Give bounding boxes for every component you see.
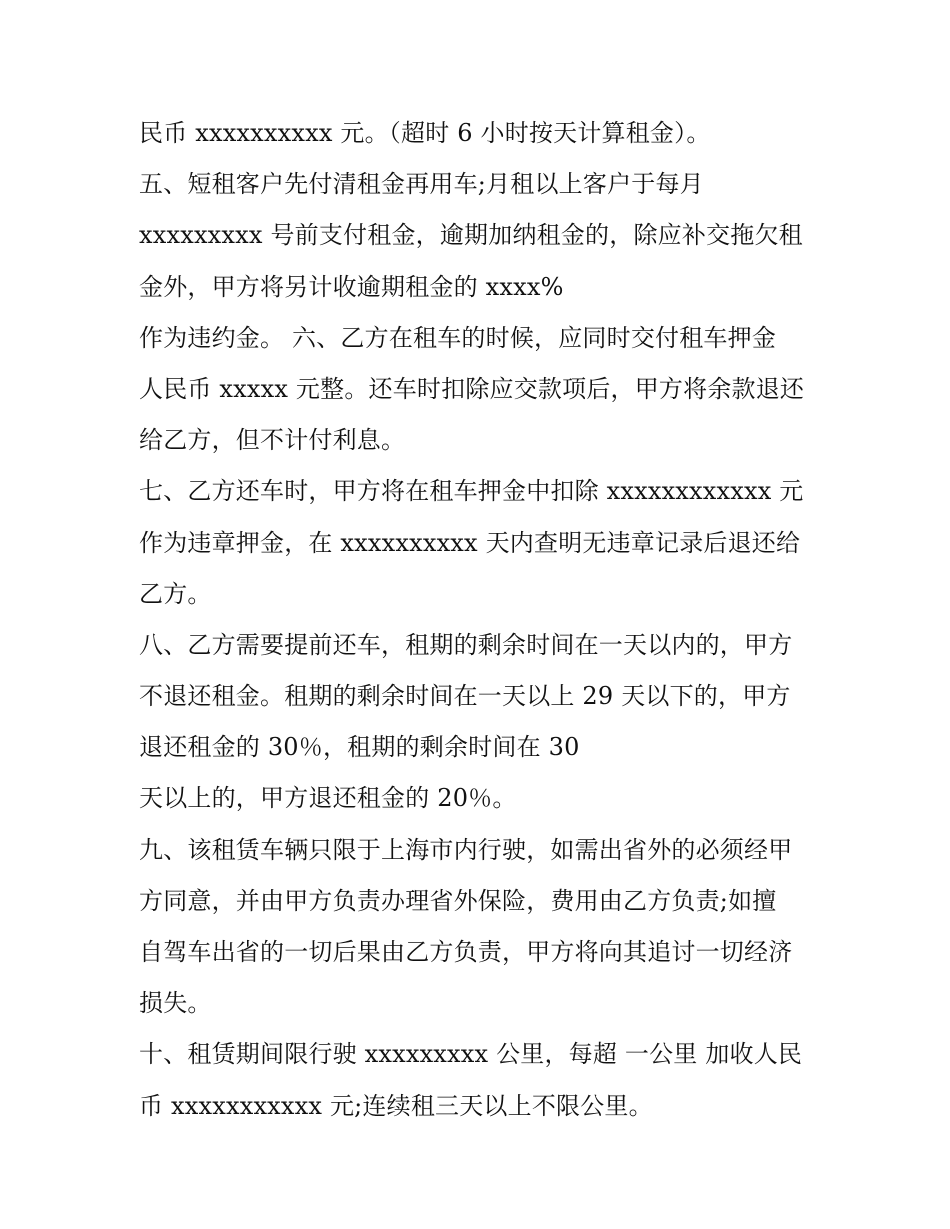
text-line: 乙方。 <box>139 579 212 608</box>
text-line: 币 xxxxxxxxxxx 元;连续租三天以上不限公里。 <box>139 1091 653 1120</box>
text-line: 损失。 <box>139 989 212 1018</box>
text-line: 金外，甲方将另计收逾期租金的 xxxx% <box>139 272 564 301</box>
text-line: 七、乙方还车时，甲方将在租车押金中扣除 xxxxxxxxxxxx 元 <box>139 477 804 506</box>
text-line: 十、租赁期间限行驶 xxxxxxxxx 公里，每超 一公里 加收人民 <box>139 1040 803 1069</box>
text-line: 八、乙方需要提前还车，租期的剩余时间在一天以内的，甲方 <box>139 630 793 659</box>
text-line: 人民币 xxxxx 元整。还车时扣除应交款项后，甲方将余款退还 <box>139 374 805 403</box>
text-line: xxxxxxxxx 号前支付租金，逾期加纳租金的，除应补交拖欠租 <box>139 221 803 250</box>
text-line: 给乙方，但不计付利息。 <box>139 426 406 455</box>
text-line: 不退还租金。租期的剩余时间在一天以上 29 天以下的，甲方 <box>139 682 791 711</box>
text-line: 五、短租客户先付清租金再用车;月租以上客户于每月 <box>139 170 704 199</box>
text-line: 退还租金的 30％，租期的剩余时间在 30 <box>139 733 580 762</box>
text-line: 天以上的，甲方退还租金的 20％。 <box>139 784 517 813</box>
text-line: 自驾车出省的一切后果由乙方负责，甲方将向其追讨一切经济 <box>139 938 793 966</box>
text-line: 九、该租赁车辆只限于上海市内行驶，如需出省外的必须经甲 <box>139 835 793 864</box>
text-line: 民币 xxxxxxxxxx 元。（超时 6 小时按天计算租金）。 <box>139 119 711 147</box>
contract-text <box>139 108 829 1132</box>
text-line: 方同意，并由甲方负责办理省外保险，费用由乙方负责;如擅 <box>139 886 777 915</box>
text-line: 作为违约金。 六、乙方在租车的时候，应同时交付租车押金 <box>139 323 777 352</box>
text-line: 作为违章押金，在 xxxxxxxxxx 天内查明无违章记录后退还给 <box>139 528 801 557</box>
